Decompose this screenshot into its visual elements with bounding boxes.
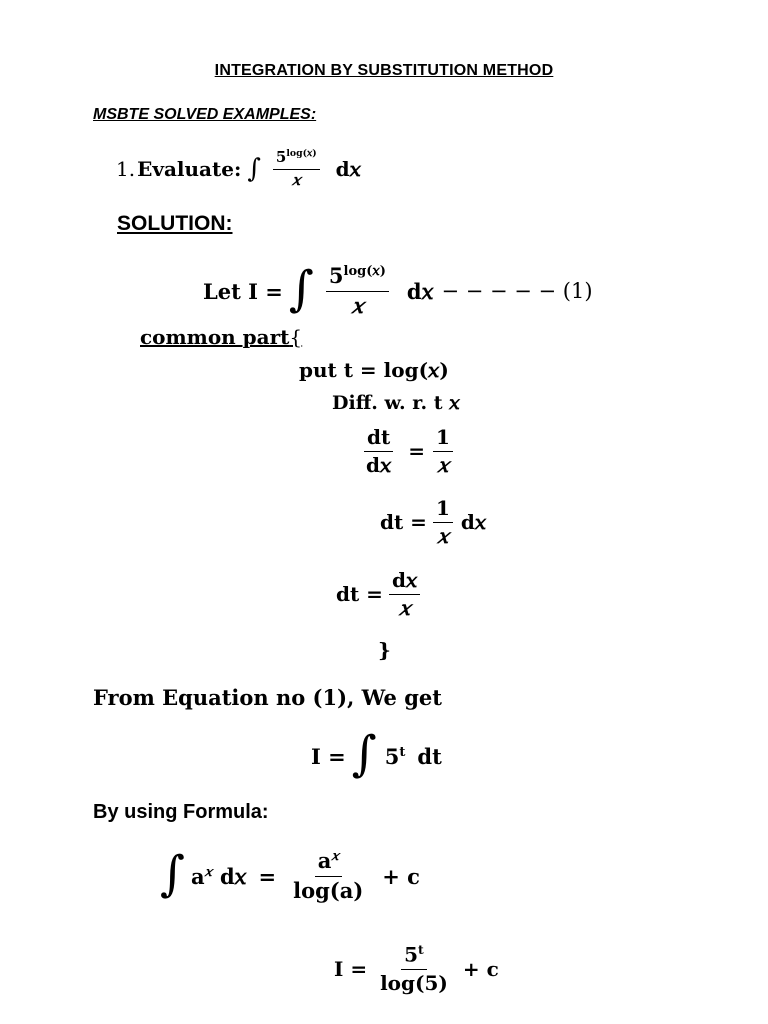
final-answer [334, 934, 499, 1004]
fraction-denominator: 𝑥 [292, 170, 301, 189]
let-differential: d𝑥 [406, 278, 434, 304]
numerator-base: a [317, 848, 332, 874]
dt-fraction [433, 497, 453, 548]
formula-fraction [290, 849, 366, 902]
common-part-text: common part [140, 325, 290, 349]
integral-result [311, 728, 442, 784]
equals-sign: = [408, 439, 426, 463]
fraction-numerator [273, 149, 320, 169]
fraction-denominator: 𝑥 [437, 523, 449, 548]
fraction-denominator: log(a) [293, 877, 364, 903]
problem-fraction [273, 149, 320, 189]
integral-sign: ∫ [160, 846, 186, 902]
fraction-numerator [315, 849, 342, 876]
fraction-numerator [401, 943, 427, 970]
fraction-denominator: d𝑥 [366, 452, 392, 477]
dt-equation-2 [336, 563, 426, 625]
formula-integrand [191, 864, 212, 889]
equation-tag: − − − − − (1) [441, 279, 593, 303]
diff-wrt: Diff. w. r. t 𝑥 [332, 392, 460, 414]
common-part-label [140, 322, 302, 352]
equation-let [203, 255, 593, 327]
result-lhs: I = [311, 743, 346, 769]
formula-label: By using Formula: [93, 801, 269, 823]
integral-sign: ∫ [288, 261, 314, 317]
lhs-fraction [363, 426, 394, 477]
fraction-numerator: 1 [433, 426, 453, 452]
close-brace: } [378, 638, 391, 662]
fraction-denominator: log(5) [380, 970, 448, 995]
problem-number: 1. [116, 157, 136, 181]
fraction-denominator: 𝑥 [398, 595, 411, 620]
derivative-equation [357, 420, 459, 482]
fraction-denominator: 𝑥 [351, 292, 364, 318]
dt-differential: d𝑥 [460, 510, 487, 534]
plus-constant: + c [462, 957, 499, 981]
integral-sign: ∫ [247, 154, 261, 184]
problem-statement [116, 145, 361, 193]
dt-fraction [389, 569, 420, 620]
put-substitution: put t = log(𝑥) [299, 358, 449, 382]
let-lhs: Let I = [203, 278, 283, 304]
integrand-exponent: t [399, 744, 406, 760]
numerator-base: 5 [404, 942, 419, 967]
problem-differential: d𝑥 [335, 157, 361, 181]
integrand-base: 5 [384, 743, 400, 769]
numerator-exponent: log(𝑥) [286, 148, 317, 160]
numerator-base: 5 [275, 148, 287, 167]
fraction-numerator: dt [364, 426, 393, 452]
integrand-base: a [191, 863, 205, 889]
problem-label: Evaluate: [137, 157, 242, 181]
dt-lhs: dt = [336, 582, 383, 606]
final-fraction [377, 943, 451, 995]
formula-differential: d𝑥 [219, 863, 247, 889]
numerator-exponent: t [418, 942, 424, 958]
result-differential: dt [417, 743, 442, 769]
fraction-numerator: d𝑥 [389, 569, 420, 595]
numerator-exponent: log(𝑥) [343, 264, 386, 280]
plus-constant: + c [382, 863, 420, 889]
formula-equation [160, 842, 420, 910]
dt-lhs: dt = [380, 510, 427, 534]
numerator-base: 5 [328, 263, 344, 289]
fraction-denominator: 𝑥 [437, 452, 449, 477]
section-subtitle: MSBTE SOLVED EXAMPLES: [93, 106, 317, 123]
rhs-fraction [433, 426, 453, 477]
equals-sign: = [258, 863, 277, 889]
let-fraction [326, 264, 389, 317]
open-brace: { [289, 325, 303, 349]
integrand-exponent: 𝑥 [204, 864, 212, 880]
fraction-numerator [326, 264, 389, 291]
result-integrand [385, 744, 406, 769]
dt-equation-1 [380, 491, 486, 553]
integral-sign: ∫ [351, 726, 377, 782]
fraction-numerator: 1 [433, 497, 453, 523]
solution-heading: SOLUTION: [117, 212, 233, 235]
page-title: INTEGRATION BY SUBSTITUTION METHOD [214, 62, 554, 79]
numerator-exponent: 𝑥 [331, 849, 339, 865]
from-equation-text: From Equation no (1), We get [93, 684, 442, 710]
final-lhs: I = [334, 957, 368, 981]
